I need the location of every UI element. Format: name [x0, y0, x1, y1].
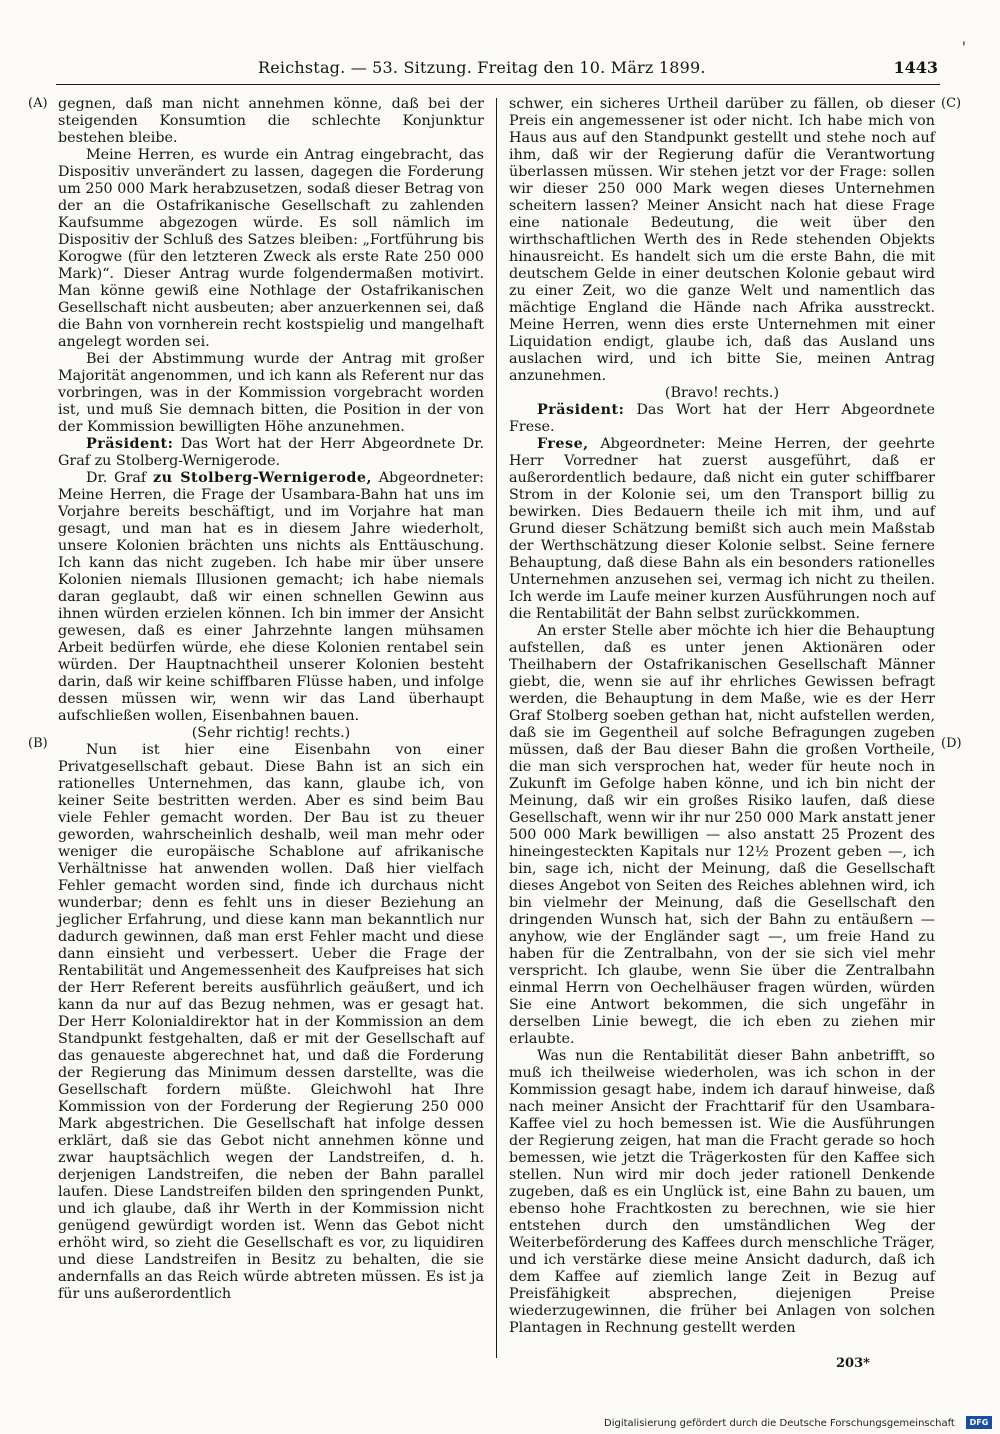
speaker-name: Präsident:	[537, 402, 625, 418]
signature-mark: 203*	[836, 1356, 870, 1371]
speaker-title: Dr. Graf	[86, 470, 147, 486]
interjection: (Sehr richtig! rechts.)	[191, 725, 351, 741]
page-number: 1443	[893, 58, 938, 77]
paragraph-text: Abgeordneter: Meine Herren, der geehrte Herr Vorredner hat zuerst ausgeführt, daß er außerordentlich bedaure, daß nicht ein guter schiffbarer Strom in der Kolonie sei, um den Transport billig zu bewirken. Dies Bedauern theile ich mit ihm, und auf Grund dieser Schätzung bemißt sich auch mein Maßstab der Werthschätzung dieser Kolonie selbst. Seine fernere Behauptung, daß diese Bahn als ein besonders rationelles Unternehmen anzusehen sei, vermag ich nicht zu theilen. Ich werde im Laufe meiner kurzen Ausführungen noch auf die Rentabilität der Bahn selbst zurückkommen.	[509, 436, 936, 622]
paragraph: schwer, ein sicheres Urtheil darüber zu fällen, ob dieser Preis ein angemessener ist oder nicht. Ich habe mich von Haus aus auf den Standpunkt gestellt und stehe noch auf ihm, daß wir der Regierung dafür die Verantwortung überlassen müssen. Wir stehen jetzt vor der Frage: sollen wir dieser 250 000 Mark wegen dieses Unternehmen scheitern lassen? Meiner Ansicht nach hat diese Frage eine nationale Bedeutung, die weit über den wirthschaftlichen Werth des in Rede stehenden Objekts hinausreicht. Es handelt sich um die erste Bahn, die mit deutschem Gelde in einer deutschen Kolonie gebaut wird zu einer Zeit, wo die ganze Welt und namentlich das mächtige England die Hände nach Afrika ausstreckt. Meine Herren, wenn dies erste Unternehmen mit einer Liquidation endigt, glaube ich, daß das Ausland uns auslachen wird, und ich bitte Sie, meinen Antrag anzunehmen.	[509, 96, 935, 384]
paragraph: Meine Herren, es wurde ein Antrag eingebracht, das Dispositiv unverändert zu lassen, dagegen die Forderung um 250 000 Mark herabzusetzen, sodaß dieser Betrag von der an die Ostafrikanische Gesellschaft zu zahlenden Kaufsumme abgezogen würde. Es soll nämlich im Dispositiv der Schluß des Satzes bleiben: „Fortführung bis Korogwe (für den letzteren Zweck als erste Rate 250 000 Mark)“. Dieser Antrag wurde folgendermaßen motivirt. Man könne gewiß eine Nothlage der Ostafrikanischen Gesellschaft nicht ausbeuten; aber anzuerkennen sei, daß die Bahn von vornherein recht kostspielig und mangelhaft angelegt worden sei.	[58, 147, 484, 350]
interjection: (Bravo! rechts.)	[664, 385, 780, 401]
paragraph: gegnen, daß man nicht annehmen könne, daß bei der steigenden Konsumtion die schlechte Konjunktur bestehen bleibe.	[58, 96, 484, 146]
speaker-paragraph	[509, 436, 935, 623]
speaker-name: Frese,	[537, 436, 589, 452]
margin-label-d: (D)	[941, 736, 962, 751]
speaker-name: Präsident:	[86, 436, 174, 452]
margin-label-c: (C)	[941, 96, 962, 111]
header-rule	[56, 84, 940, 85]
digitization-credit: Digitalisierung gefördert durch die Deutsche Forschungsgemeinschaft	[604, 1418, 955, 1429]
paragraph: Nun ist hier eine Eisenbahn von einer Privatgesellschaft gebaut. Diese Bahn ist an sich ein rationelles Unternehmen, das kann, glaube ich, von keiner Seite bestritten werden. Aber es sind beim Bau viele Fehler gemacht worden. Der Bau ist zu theuer geworden, wahrscheinlich deshalb, weil man mehr oder weniger die europäische Schablone auf afrikanische Verhältnisse hat anwenden wollen. Daß hier vielfach Fehler gemacht worden sind, finde ich durchaus nicht wunderbar; denn es fehlt uns in dieser Beziehung an jeglicher Erfahrung, und diese kann man bekanntlich nur dadurch gewinnen, daß man erst Fehler macht und diese dann einsieht und verbessert. Ueber die Frage der Rentabilität und Angemessenheit des Kaufpreises hat sich der Herr Referent bereits ausführlich geäußert, und ich kann da nur auf das Bezug nehmen, was er gesagt hat. Der Herr Kolonialdirektor hat in der Kommission an dem Standpunkt festgehalten, daß er mit der Gesellschaft auf das genaueste abgerechnet hat, und daß die Forderung der Regierung das Minimum dessen darstellte, was die Gesellschaft fordern müßte. Gleichwohl hat Ihre Kommission von der Forderung der Regierung 250 000 Mark abgestrichen. Die Gesellschaft hat infolge dessen erklärt, daß sie das Gebot nicht annehmen könne und zwar hauptsächlich wegen der Landstreifen, d. h. derjenigen Landstreifen, die neben der Bahn parallel laufen. Diese Landstreifen bilden den springenden Punkt, und ich glaube, daß ihr Werth in der Kommission nicht genügend gewürdigt worden ist. Wenn das Gebot nicht erhöht wird, so zieht die Gesellschaft es vor, zu liquidiren und diese Landstreifen in Besitz zu behalten, die sie andernfalls an das Reich würde abtreten müssen. Es ist ja für uns außerordentlich	[58, 742, 484, 1302]
page-header	[0, 0, 1000, 88]
corner-mark: '	[962, 40, 966, 56]
speaker-paragraph	[58, 436, 484, 470]
left-column	[58, 96, 484, 1303]
paragraph-text: Abgeordneter: Meine Herren, die Frage der Usambara-Bahn hat uns im Vorjahre bereits beschäftigt, und im Vorjahre hat man gesagt, und man hat es in diesem Jahre wiederholt, unsere Kolonien brächten uns nichts als Enttäuschung. Ich kann das nicht zugeben. Ich habe mir über unsere Kolonien niemals Illusionen gemacht; ich habe niemals daran geglaubt, daß wir einen schnellen Gewinn aus ihnen würden erzielen können. Ich bin immer der Ansicht gewesen, daß es einer Jahrzehnte langen mühsamen Arbeit bedürfen würde, ehe diese Kolonien rentabel sein würden. Der Hauptnachtheil unserer Kolonien besteht darin, daß wir keine schiffbaren Flüsse haben, und infolge dessen müssen wir, wenn wir das Land überhaupt aufschließen wollen, Eisenbahnen bauen.	[58, 470, 484, 724]
right-column	[509, 96, 935, 1337]
dfg-logo: DFG	[966, 1416, 992, 1429]
paragraph: Bei der Abstimmung wurde der Antrag mit großer Majorität angenommen, und ich kann als Referent nur das vorbringen, was in der Kommission vorgebracht worden ist, und muß Sie demnach bitten, die Position in der von der Kommission bewilligten Höhe anzunehmen.	[58, 351, 484, 435]
paragraph-text: Das Wort hat der Herr Abgeordnete Frese.	[509, 402, 935, 435]
speaker-paragraph	[58, 470, 484, 725]
speaker-name: zu Stolberg-Wernigerode,	[152, 470, 372, 486]
column-divider	[496, 98, 497, 1358]
margin-label-b: (B)	[28, 736, 48, 751]
margin-label-a: (A)	[28, 96, 48, 111]
paragraph: An erster Stelle aber möchte ich hier die Behauptung aufstellen, daß es unter jenen Aktionären oder Theilhabern der Ostafrikanischen Gesellschaft Männer giebt, die, wenn sie auf ihr ehrliches Gewissen befragt werden, die Behauptung in dem Maße, wie es der Herr Graf Stolberg soeben gethan hat, nicht aufstellen werden, daß sie im Gegentheil auf solche Befragungen zugeben müssen, daß der Bau dieser Bahn die großen Vortheile, die man sich versprochen hat, weder für heute noch in Zukunft im Gefolge haben könne, und ich bin nicht der Meinung, daß wir ein großes Risiko laufen, daß diese Gesellschaft, wenn wir ihr nur 250 000 Mark anstatt jener 500 000 Mark bewilligen — also anstatt 25 Prozent des hineingesteckten Kapitals nur 12½ Prozent geben —, ich bin, sage ich, nicht der Meinung, daß die Gesellschaft dieses Angebot von Seiten des Reiches ablehnen wird, ich bin vielmehr der Meinung, daß die Gesellschaft den dringenden Wunsch hat, sich der Bahn zu entäußern — anyhow, wie der Engländer sagt —, um freie Hand zu haben für die Zentralbahn, von der sie sich viel mehr verspricht. Ich glaube, wenn Sie über die Zentralbahn einmal Herrn von Oechelhäuser fragen würden, würden Sie eine Antwort bekommen, die sich ungefähr in derselben Linie bewegt, die ich eben zu ziehen mir erlaubte.	[509, 623, 935, 1047]
paragraph-text: Das Wort hat der Herr Abgeordnete Dr. Graf zu Stolberg-Wernigerode.	[58, 436, 485, 469]
speaker-paragraph	[509, 402, 935, 436]
paragraph: Was nun die Rentabilität dieser Bahn anbetrifft, so muß ich theilweise wiederholen, was ich schon in der Kommission gesagt habe, indem ich darauf hinweise, daß nach meiner Ansicht der Frachttarif für den Usambara-Kaffee viel zu hoch bemessen ist. Wie die Ausführungen der Regierung zeigen, hat man die Fracht gerade so hoch bemessen, wie jetzt die Trägerkosten für den Kaffee sich stellen. Nun wird mir doch jeder rationell Denkende zugeben, daß es ein Unglück ist, eine Bahn zu bauen, um ebenso hohe Frachtkosten zu berechnen, wie sie hier entstehen durch den umständlichen Weg der Weiterbeförderung des Kaffees durch menschliche Träger, und ich verstärke diese meine Ansicht dadurch, daß ich dem Kaffee auf ziemlich lange Zeit in Bezug auf Preisfähigkeit absprechen, diejenigen Preise wiederzugewinnen, die früher bei Anlagen von solchen Plantagen in Rechnung gestellt werden	[509, 1048, 935, 1336]
running-title: Reichstag. — 53. Sitzung. Freitag den 10. März 1899.	[258, 58, 706, 77]
